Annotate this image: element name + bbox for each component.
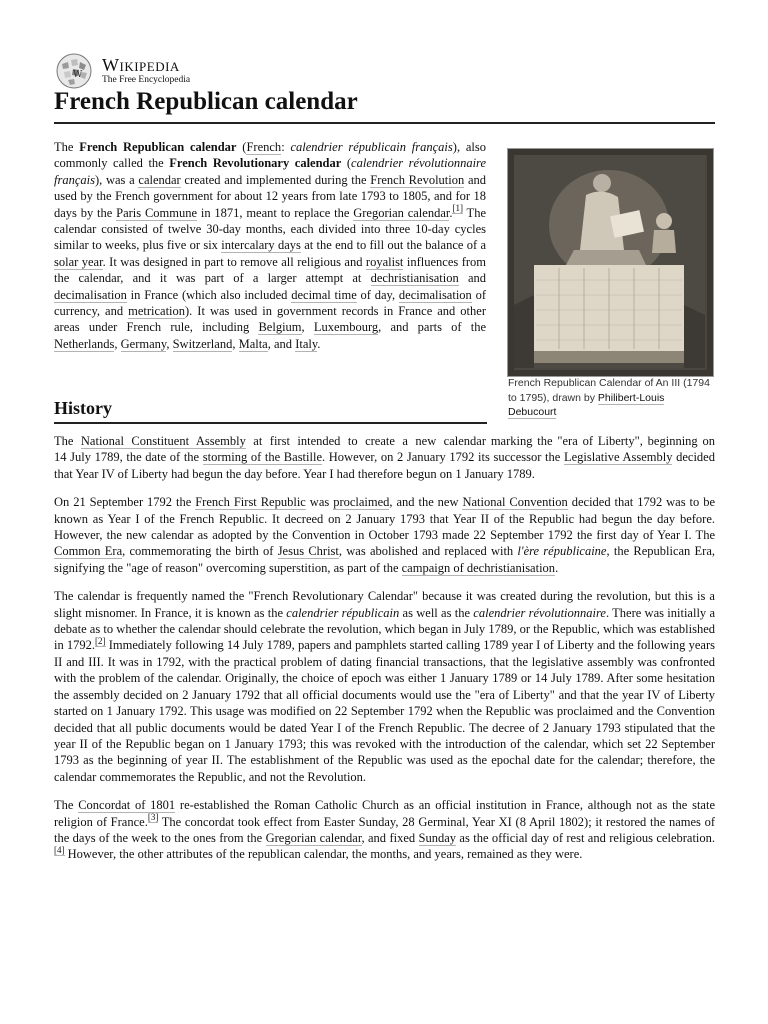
history-heading: History [54,398,112,418]
link-proclaimed[interactable]: proclaimed [333,495,390,510]
citation-1[interactable]: [1] [452,203,463,214]
link-germany[interactable]: Germany [120,336,167,351]
link-dechristianisation[interactable]: dechristianisation [370,271,459,286]
history-paragraph-3: The calendar is frequently named the "French Revolutionary Calendar" because it was created during the revolution, but this is a slight misnomer. In France, it is known as the calendrier républicain as well as the calendrier révolutionnaire. There was initially a debate as to whether the calendar should celebrate the revolution, which began in July 1789, or the Republic, which was established in 1792.[2] Immediately following 14 July 1789, papers and pamphlets started calling 1789 year I of Liberty and the following years II and III. It was in 1792, with the practical problem of dating financial transactions, that the legislative assembly was confronted with the problem of the calendar. Originally, the choice of epoch was either 1 January 1789 or 14 July 1789. After some hesitation the assembly decided on 2 January 1792 that all official documents would use the "era of Liberty" and that the year IV of Liberty started on 1 January 1792. This usage was modified on 22 September 1792 when the Republic was proclaimed and the Convention decided that all public documents would be dated Year I of the French Republic. The decree of 2 January 1793 stipulated that the year II of the Republic began on 1 January 1793; this was revoked with the introduction of the calendar, which set 22 September 1793 as the beginning of year II. The establishment of the Republic was used as the epochal date for the calendar; therefore, the calendar commemorates the Republic, and not the Revolution. [54,589,715,784]
link-national-convention[interactable]: National Convention [462,495,568,510]
figure-caption [508,376,714,420]
link-solar-year[interactable]: solar year [54,254,103,269]
lead-paragraph: The French Republican calendar (French: calendrier républicain français), also commonly called the French Revolutionary calendar (calendrier révolutionnaire français), was a calendar created and implemented during the French Revolution and used by the French government for about 12 years from late 1793 to 1805, and for 18 days by the Paris Commune in 1871, meant to replace the Gregorian calendar.[1] The calendar consisted of twelve 30-day months, each divided into three 10-day cycles similar to weeks, plus five or six intercalary days at the end to fill out the balance of a solar year. It was designed in part to remove all religious and royalist influences from the calendar, and it was part of a larger attempt at dechristianisation and decimalisation in France (which also included decimal time of day, decimalisation of currency, and metrication). It was used in government records in France and other areas under French rule, including Belgium, Luxembourg, and parts of the Netherlands, Germany, Switzerland, Malta, and Italy. [54,140,487,351]
link-belgium[interactable]: Belgium [258,320,302,335]
link-gregorian-calendar[interactable]: Gregorian calendar [353,205,450,220]
history-paragraph-4: The Concordat of 1801 re-established the Roman Catholic Church as an official institution in France, although not as the state religion of France.[3] The concordat took effect from Easter Sunday, 28 Germinal, Year XI (8 April 1802); it restored the names of the days of the week to the ones from the Gregorian calendar, and fixed Sunday as the official day of rest and religious celebration.[4] However, the other attributes of the republican calendar, the months, and years, remained as they were. [54,798,716,862]
link-switzerland[interactable]: Switzerland [172,336,233,351]
page-title: French Republican calendar [54,88,358,115]
link-intercalary-days[interactable]: intercalary days [221,238,301,253]
history-paragraph-2: On 21 September 1792 the French First Republic was proclaimed, and the new National Convention decided that 1792 was to be known as Year I of the French Republic. It decreed on 2 January 1793 that Year II of the Republic had begun the day before. However, the new calendar as adopted by the Convention in October 1793 made 22 September 1792 the first day of Year I. The Common Era, commemorating the birth of Jesus Christ, was abolished and replaced with l'ère républicaine, the Republican Era, signifying the "age of reason" overcoming superstition, as part of the campaign of dechristianisation. [54,495,716,575]
link-legislative-assembly[interactable]: Legislative Assembly [563,450,673,465]
link-french[interactable]: French [246,140,282,154]
link-royalist[interactable]: royalist [365,254,404,269]
link-common-era[interactable]: Common Era [54,544,123,559]
citation-3[interactable]: [3] [147,812,159,823]
logo-title: Wikipedia [102,55,180,76]
link-calendar[interactable]: calendar [138,172,181,187]
link-decimalisation[interactable]: decimalisation [54,287,127,302]
link-jesus-christ[interactable]: Jesus Christ [277,544,339,559]
svg-text:W: W [73,70,83,80]
link-concordat-of-1801[interactable]: Concordat of 1801 [78,798,176,813]
link-debucourt[interactable]: Philibert-Louis Debucourt [508,391,665,418]
link-french-revolution[interactable]: French Revolution [370,172,465,187]
engraving-illustration [514,155,705,368]
link-campaign-of-dechristianisation[interactable]: campaign of dechristianisation [401,560,556,575]
link-metrication[interactable]: metrication [128,304,186,319]
link-national-constituent-assembly[interactable]: National Constituent Assembly [80,434,246,448]
link-luxembourg[interactable]: Luxembourg [313,320,379,335]
link-netherlands[interactable]: Netherlands [54,336,115,351]
link-decimal-time[interactable]: decimal time [291,287,357,302]
calendar-engraving-image[interactable] [507,148,714,377]
citation-4[interactable]: [4] [54,845,65,856]
link-sunday[interactable]: Sunday [418,830,457,845]
history-paragraph-1: The National Constituent Assembly at first intended to create a new calendar marking the "era of Liberty", beginning on 14 July 1789, the date of the storming of the Bastille. However, on 2 January 1792 its successor the Legislative Assembly decided that Year IV of Liberty had begun the day before. Year I had therefore begun on 1 January 1789. [54,434,715,481]
link-paris-commune[interactable]: Paris Commune [116,205,198,220]
link-gregorian-calendar-2[interactable]: Gregorian calendar [265,830,362,845]
caption-text: French Republican Calendar of An III (1794 to 1795), drawn by [508,377,710,404]
link-storming-of-the-bastille[interactable]: storming of the Bastille [202,450,322,465]
wikipedia-globe-icon [54,52,94,90]
history-divider [54,422,487,424]
link-decimalisation-currency[interactable]: decimalisation [398,287,472,302]
link-french-first-republic[interactable]: French First Republic [195,495,306,510]
history-section [54,433,715,863]
citation-2[interactable]: [2] [95,636,106,647]
link-italy[interactable]: Italy [295,336,318,351]
title-divider [54,122,715,124]
wikipedia-logo[interactable] [54,52,190,90]
link-malta[interactable]: Malta [238,336,268,351]
logo-subtitle: The Free Encyclopedia [102,75,191,86]
